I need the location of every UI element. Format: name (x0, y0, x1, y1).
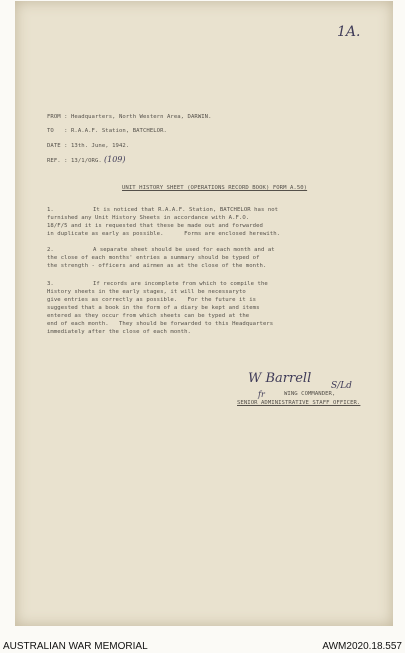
date-line: DATE : 13th. June, 1942. (47, 143, 130, 149)
document-title: UNIT HISTORY SHEET (OPERATIONS RECORD BOOK) FORM A.50) (122, 185, 308, 191)
para-1-line-3: 18/F/5 and it is requested that these be made out and forwarded (47, 223, 263, 229)
signature-for-mark: fr (258, 390, 265, 399)
to-line: TO : R.A.A.F. Station, BATCHELOR. (47, 128, 167, 134)
institution-name: AUSTRALIAN WAR MEMORIAL (3, 641, 148, 652)
ref-handwritten: (109) (104, 155, 126, 164)
para-1-line-4: in duplicate as early as possible. Forms are enclosed herewith. (47, 231, 281, 237)
para-2-line-3: the strength - officers and airmen as at the close of the month. (47, 263, 267, 269)
para-3-number: 3. (47, 281, 54, 287)
page-number-annotation: 1A. (337, 24, 361, 40)
para-1-number: 1. (47, 207, 54, 213)
para-3-line-7: immediately after the close of each month. (47, 329, 191, 335)
catalogue-id: AWM2020.18.557 (322, 641, 402, 652)
archive-footer (0, 627, 405, 653)
para-1-line-1: It is noticed that R.A.A.F. Station, BATCHELOR has not (93, 207, 279, 213)
para-3-line-2: History sheets in the early stages, it will be necessaryto (47, 289, 246, 295)
para-2-line-1: A separate sheet should be used for each month and at (93, 247, 275, 253)
para-3-line-3: give entries as correctly as possible. For the future it is (47, 297, 257, 303)
para-3-line-1: If records are incomplete from which to compile the (93, 281, 268, 287)
para-3-line-4: suggested that a book in the form of a diary be kept and items (47, 305, 260, 311)
para-3-line-5: entered as they occur from which sheets can be typed at the (47, 313, 250, 319)
signature: W Barrell (248, 371, 312, 386)
ref-line: REF. : 13/1/ORG. (47, 158, 102, 164)
from-line: FROM : Headquarters, North Western Area, DARWIN. (47, 114, 212, 120)
signature-rank-handwritten: S/Ld (331, 381, 352, 391)
signature-office-line: SENIOR ADMINISTRATIVE STAFF OFFICER. (237, 400, 361, 406)
para-2-line-2: the close of each months' entries a summary should be typed of (47, 255, 260, 261)
para-3-line-6: end of each month. They should be forwarded to this Headquarters (47, 321, 274, 327)
para-2-number: 2. (47, 247, 54, 253)
signature-rank-line: WING COMMANDER, (284, 391, 336, 397)
para-1-line-2: furnished any Unit History Sheets in accordance with A.F.O. (47, 215, 250, 221)
